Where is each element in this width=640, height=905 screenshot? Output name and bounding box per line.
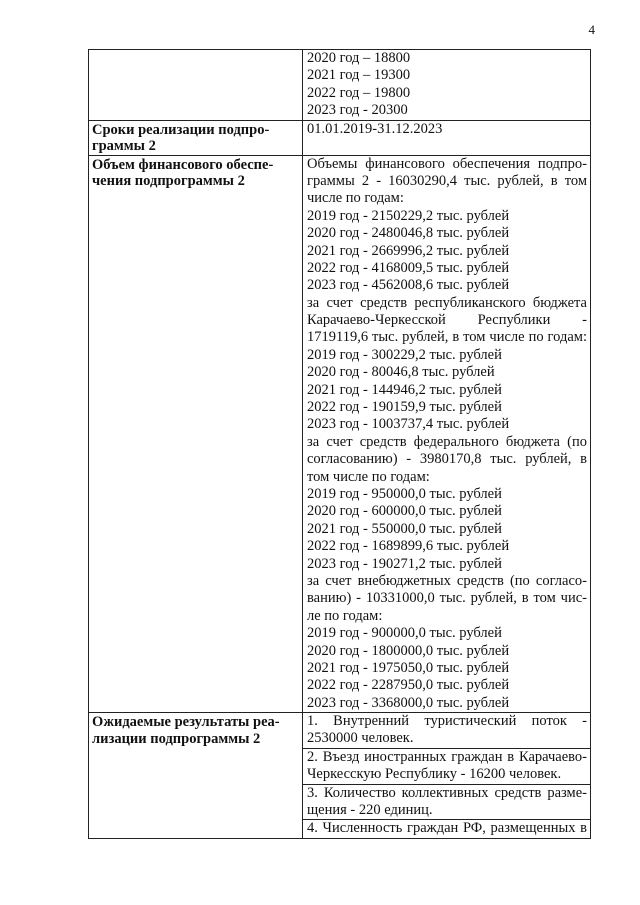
result-line: 2. Въезд иностранных граждан в Карачаево- [307, 748, 587, 765]
value-line: 01.01.2019-31.12.2023 [307, 120, 443, 137]
value-line: Объемы финансового обеспечения подпро- [307, 155, 587, 172]
value-line: 2019 год - 2150229,2 тыс. рублей [307, 207, 510, 224]
label-line: граммы 2 [92, 138, 156, 155]
value-line: ле по годам: [307, 607, 383, 624]
value-line: 2021 год - 1975050,0 тыс. рублей [307, 659, 510, 676]
result-item [303, 819, 590, 837]
value-line: 2021 год - 144946,2 тыс. рублей [307, 381, 502, 398]
implementation-period-value [303, 120, 591, 155]
value-line: 2019 год - 300229,2 тыс. рублей [307, 346, 502, 363]
result-line: 2530000 человек. [307, 730, 414, 747]
value-line: 2022 год – 19800 [307, 84, 411, 101]
value-line: за счет внебюджетных средств (по согласо- [307, 572, 587, 589]
table-row [89, 713, 591, 839]
value-line: 2022 год - 190159,9 тыс. рублей [307, 399, 502, 416]
financing-volume-label [89, 155, 303, 713]
value-line: 2020 год – 18800 [307, 50, 411, 66]
label-line: Ожидаемые результаты реа- [92, 714, 280, 731]
table-row [89, 50, 591, 121]
value-line: 2022 год - 1689899,6 тыс. рублей [307, 538, 510, 555]
value-line: 2023 год - 3368000,0 тыс. рублей [307, 694, 510, 711]
value-line: 2023 год - 1003737,4 тыс. рублей [307, 416, 510, 433]
label-line: Объем финансового обеспе- [92, 156, 274, 173]
label-line: Сроки реализации подпро- [92, 121, 270, 138]
result-item [303, 748, 590, 784]
value-line: 2023 год - 190271,2 тыс. рублей [307, 555, 502, 572]
value-line: ванию) - 10331000,0 тыс. рублей, в том чис- [307, 590, 587, 607]
value-line: 2021 год - 2669996,2 тыс. рублей [307, 242, 510, 259]
value-line: граммы 2 - 16030290,4 тыс. рублей, в том [307, 172, 587, 189]
value-line: 2020 год - 600000,0 тыс. рублей [307, 503, 502, 520]
value-line: согласованию) - 3980170,8 тыс. рублей, в [307, 451, 587, 468]
label-line: лизации подпрограммы 2 [92, 730, 261, 747]
label-line: чения подпрограммы 2 [92, 173, 245, 190]
result-line: 3. Количество коллективных средств разме- [307, 784, 587, 801]
value-line: 2019 год - 900000,0 тыс. рублей [307, 625, 502, 642]
value-line: 2020 год - 1800000,0 тыс. рублей [307, 642, 510, 659]
value-line: 2023 год - 20300 [307, 102, 408, 119]
expected-results-label [89, 713, 303, 839]
result-item [303, 784, 590, 820]
value-line: том числе по годам: [307, 468, 430, 485]
row-value [303, 50, 591, 121]
table-row [89, 155, 591, 713]
implementation-period-label [89, 120, 303, 155]
value-line: 2021 год - 550000,0 тыс. рублей [307, 520, 502, 537]
value-line: 2019 год - 950000,0 тыс. рублей [307, 485, 502, 502]
table-row [89, 120, 591, 155]
value-line: 2020 год - 80046,8 тыс. рублей [307, 364, 495, 381]
value-line: Карачаево-Черкесской Республики - [307, 312, 587, 329]
row-label [89, 50, 303, 121]
value-line: за счет средств федерального бюджета (по [307, 433, 587, 450]
result-line: Черкесскую Республику - 16200 человек. [307, 766, 562, 783]
page-number: 4 [588, 22, 595, 37]
result-item [303, 713, 590, 748]
subprogram-passport-table [88, 49, 591, 839]
value-line: числе по годам: [307, 190, 404, 207]
value-line: 2022 год - 2287950,0 тыс. рублей [307, 677, 510, 694]
result-line: 4. Численность граждан РФ, размещенных в [307, 820, 587, 837]
value-line: 2020 год - 2480046,8 тыс. рублей [307, 225, 510, 242]
result-line: щения - 220 единиц. [307, 802, 433, 819]
value-line: за счет средств республиканского бюджета [307, 294, 587, 311]
result-line: 1. Внутренний туристический поток - [307, 713, 587, 730]
value-line: 2022 год - 4168009,5 тыс. рублей [307, 259, 510, 276]
financing-volume-value [303, 155, 591, 713]
expected-results-value [303, 713, 591, 839]
value-line: 1719119,6 тыс. рублей, в том числе по годам: [307, 329, 587, 346]
value-line: 2023 год - 4562008,6 тыс. рублей [307, 277, 510, 294]
value-line: 2021 год – 19300 [307, 67, 411, 84]
